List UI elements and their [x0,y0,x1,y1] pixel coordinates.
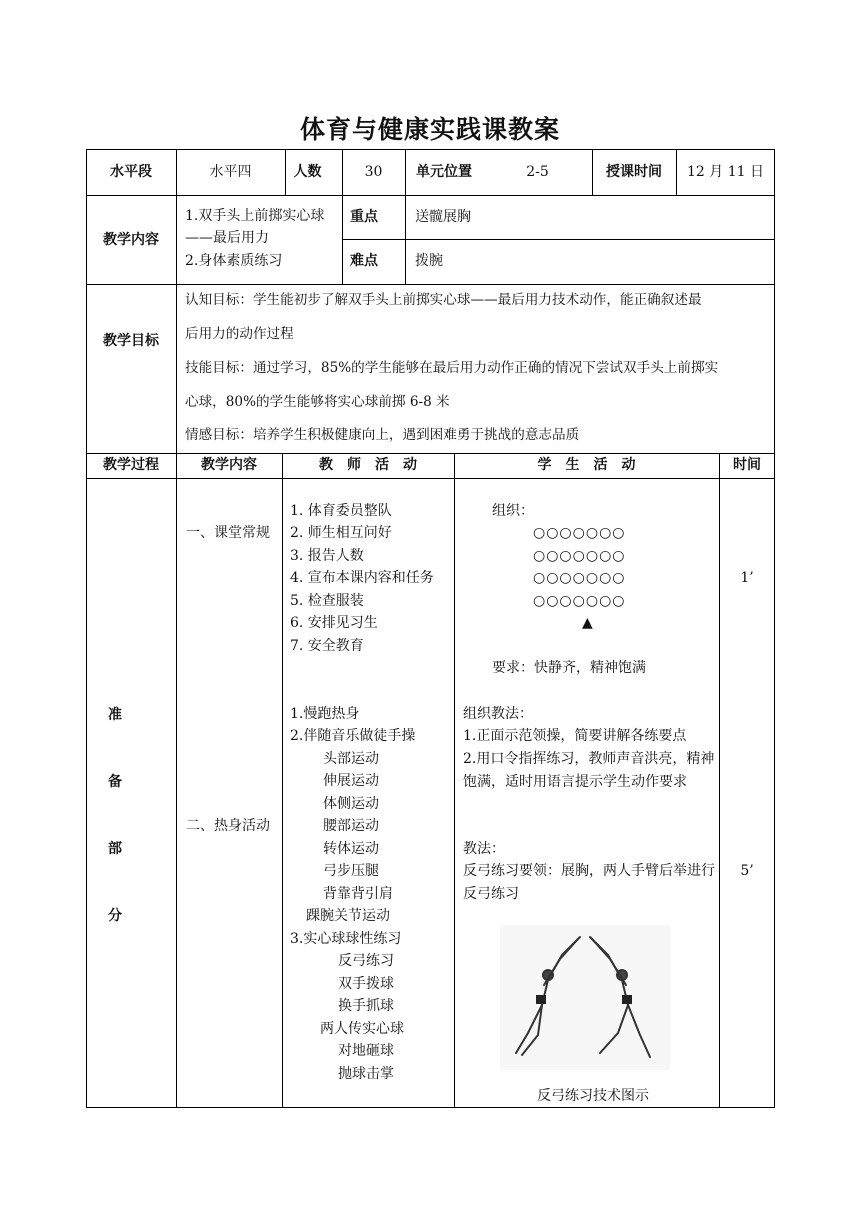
level-label: 水平段 [110,164,152,180]
row-divider [86,284,775,285]
objective-line: 心球，80%的学生能够将实心球前掷 6-8 米 [185,394,450,410]
teacher-step: 3. 报告人数 [290,548,364,564]
row-divider [86,195,775,196]
difficulty-label: 难点 [350,253,378,269]
objective-line: 认知目标：学生能初步了解双手头上前掷实心球——最后用力技术动作，能正确叙述最 [185,292,702,308]
col-divider [405,195,406,284]
objective-line: 情感目标：培养学生积极健康向上，遇到困难勇于挑战的意志品质 [185,427,580,443]
level-value: 水平四 [209,164,252,180]
content-item: ——最后用力 [185,230,269,246]
teacher-substep: 两人传实心球 [320,1021,404,1037]
teacher-substep: 踝腕关节运动 [306,908,390,924]
unit-label: 单元位置 [416,164,472,180]
teacher-step: 4. 宣布本课内容和任务 [290,570,434,586]
teacher-substep: 腰部运动 [323,818,379,834]
teacher-substep: 伸展运动 [323,773,379,789]
row-divider [342,239,775,240]
method-item: 1.正面示范领操，简要讲解各练要点 [463,728,687,744]
content-header: 教学内容 [201,457,257,473]
teacher-substep: 对地砸球 [338,1043,394,1059]
page-title: 体育与健康实践课教案 [299,115,560,144]
teacher-step: 7. 安全教育 [290,638,364,654]
date-label: 授课时间 [606,164,662,180]
formation-row: ○○○○○○○ [533,593,626,609]
key-point-label: 重点 [350,209,378,225]
teacher-step: 6. 安排见习生 [290,615,378,631]
requirement-text: 要求：快静齐，精神饱满 [492,660,646,676]
section-name-char: 备 [108,774,122,790]
process-header: 教学过程 [103,457,159,473]
formation-row: ○○○○○○○ [533,570,626,586]
figure-caption: 反弓练习技术图示 [537,1088,649,1104]
teacher-substep: 换手抓球 [338,998,394,1014]
teacher-substep: 双手拨球 [338,976,394,992]
date-value: 12 月 11 日 [687,164,764,180]
teacher-position-marker: ▲ [582,615,593,631]
teacher-substep: 头部运动 [323,751,379,767]
count-value: 30 [364,164,383,180]
col-divider [176,195,177,284]
time-header: 时间 [733,457,761,473]
objective-line: 技能目标：通过学习，85%的学生能够在最后用力动作正确的情况下尝试双手头上前掷实 [185,360,719,376]
teacher-substep: 转体运动 [323,841,379,857]
teacher-substep: 体侧运动 [323,796,379,812]
difficulty-value: 拨腕 [415,253,443,269]
formation-row: ○○○○○○○ [533,525,626,541]
formation-row: ○○○○○○○ [533,548,626,564]
part-title: 一、课堂常规 [186,525,270,541]
teacher-activity-header: 教 师 活 动 [319,457,417,473]
teacher-step: 1. 体育委员整队 [290,503,392,519]
objective-line: 后用力的动作过程 [185,326,294,342]
teacher-step: 2.伴随音乐做徒手操 [290,728,416,744]
teacher-substep: 反弓练习 [338,953,394,969]
method2-label: 教法： [463,841,505,857]
back-arch-exercise-figure [500,925,670,1070]
section-name-char: 部 [108,841,122,857]
row-divider [86,478,775,479]
teacher-substep: 背靠背引肩 [323,886,393,902]
section-name-char: 分 [108,908,122,924]
col-divider [282,453,283,1108]
objectives-label: 教学目标 [103,333,159,349]
organization-label: 组织： [492,503,534,519]
col-divider [176,453,177,1108]
teacher-step: 2. 师生相互问好 [290,525,392,541]
teacher-step: 1.慢跑热身 [290,706,360,722]
student-activity-header: 学 生 活 动 [537,457,636,473]
col-divider [454,453,455,1108]
col-divider [342,195,343,284]
content-item: 1.双手头上前掷实心球 [185,208,325,224]
unit-value: 2-5 [526,164,549,180]
method-item: 2.用口令指挥练习，教师声音洪亮，精神饱满，适时用语言提示学生动作要求 [463,751,715,790]
col-divider [719,453,720,1108]
count-label: 人数 [293,164,322,180]
section-name-char: 准 [108,707,122,723]
method2-text: 反弓练习要领：展胸，两人手臂后举进行反弓练习 [463,863,715,902]
time-value: 1’ [740,570,754,586]
teacher-step: 5. 检查服装 [290,593,364,609]
part-title: 二、热身活动 [186,818,270,834]
key-point-value: 送髋展胸 [415,209,471,225]
teacher-substep: 弓步压腿 [323,863,379,879]
content-item: 2.身体素质练习 [185,253,283,269]
time-value: 5’ [740,863,754,879]
method-label: 组织教法： [463,706,533,722]
teacher-step: 3.实心球球性练习 [290,931,402,947]
col-divider [176,284,177,453]
teacher-substep: 抛球击掌 [338,1066,394,1082]
content-label: 教学内容 [103,232,159,248]
